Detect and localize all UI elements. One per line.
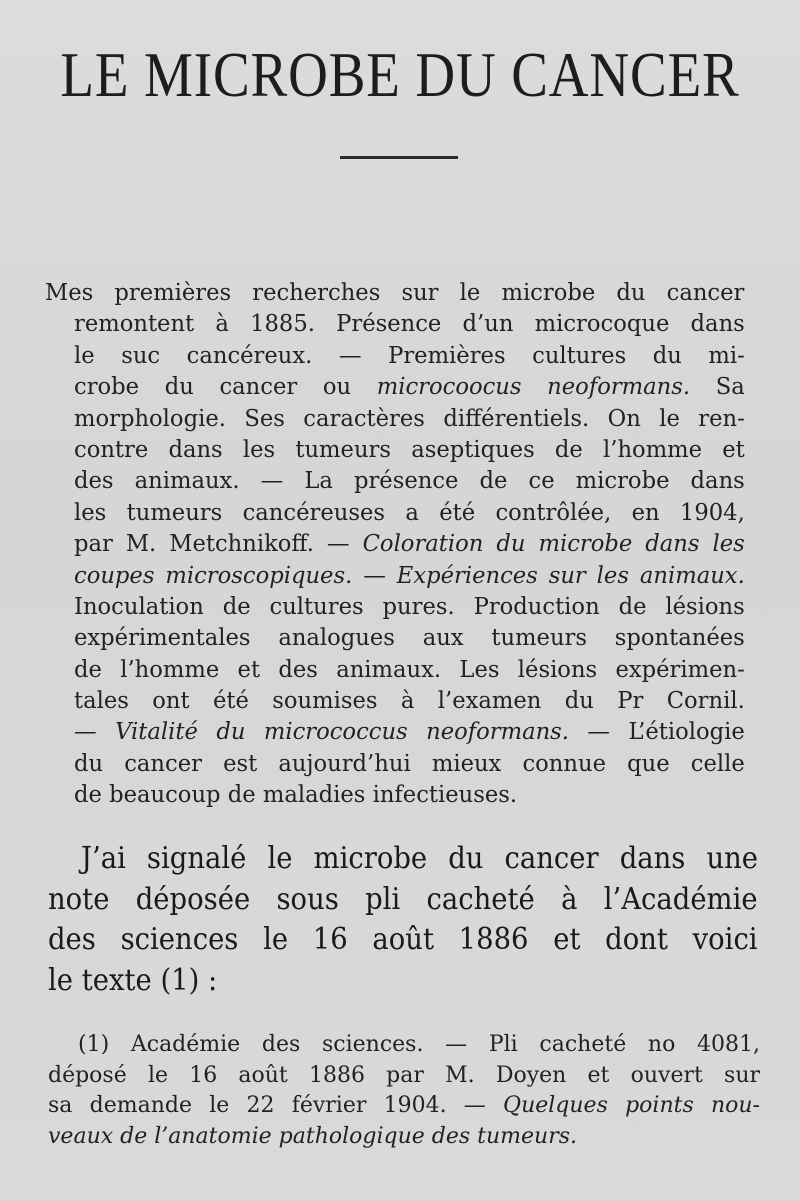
summary-segment: par M. Metchnikoff. — [74, 531, 350, 558]
footnote-line: déposé le 16 août 1886 par M. Doyen et ouvert sur [48, 1062, 760, 1088]
body-line: des sciences le 16 août 1886 et dont voici [48, 922, 758, 956]
summary-italic-segment: microcoocus neoformans. [376, 374, 691, 401]
summary-line: morphologie. Ses caractères différentiels. On le ren- [74, 405, 745, 432]
summary-line [74, 529, 745, 560]
footnote-line: (1) Académie des sciences. — Pli cacheté no 4081, [78, 1032, 760, 1057]
footnote [48, 1030, 760, 1152]
body-line: J’ai signalé le microbe du cancer dans une [81, 841, 759, 875]
summary-line: tales ont été soumises à l’examen du Pr Cornil. [74, 688, 745, 715]
summary-line: des animaux. — La présence de ce microbe dans [74, 468, 745, 495]
body-line: note déposée sous pli cacheté à l’Académie [48, 881, 758, 916]
body-line: le texte (1) : [48, 962, 218, 997]
summary-line [74, 372, 745, 403]
summary-line: remontent à 1885. Présence d’un microcoque dans [74, 311, 745, 338]
summary-segment: L’étiologie [628, 719, 745, 746]
summary-italic-segment: coupes microscopiques. — Expériences sur les animaux. [74, 562, 745, 589]
summary-line [74, 717, 745, 748]
footnote-segment: sa demande le 22 février 1904. — [48, 1093, 486, 1118]
summary-segment: Sa [715, 374, 745, 401]
chapter-title: LE MICROBE DU CANCER [60, 39, 740, 110]
summary-line: contre dans les tumeurs aseptiques de l’homme et [74, 436, 745, 463]
summary-line: de l’homme et des animaux. Les lésions expérimen- [74, 656, 745, 683]
summary-line: du cancer est aujourd’hui mieux connue que celle [74, 750, 745, 777]
summary-line [74, 561, 745, 592]
title-rule [340, 156, 458, 159]
chapter-summary [45, 278, 755, 812]
footnote-line [48, 1091, 760, 1122]
summary-segment: crobe du cancer ou [74, 374, 352, 401]
body-paragraph [48, 838, 758, 1000]
summary-line: les tumeurs cancéreuses a été contrôlée, en 1904, [74, 499, 745, 526]
summary-line: Mes premières recherches sur le microbe du cancer [45, 280, 745, 306]
summary-line: expérimentales analogues aux tumeurs spontanées [74, 625, 745, 652]
footnote-line [48, 1122, 760, 1153]
summary-italic-segment: Coloration du microbe dans les [362, 531, 745, 558]
footnote-italic-segment: Quelques points nou- [503, 1093, 760, 1118]
summary-line: de beaucoup de maladies infectieuses. [74, 782, 518, 809]
summary-italic-segment: — Vitalité du micrococcus neoformans. — [74, 719, 611, 746]
summary-line: le suc cancéreux. — Premières cultures du mi- [74, 342, 745, 369]
footnote-italic-segment: veaux de l’anatomie pathologique des tumeurs. [48, 1123, 578, 1149]
summary-line: Inoculation de cultures pures. Production de lésions [74, 593, 745, 620]
